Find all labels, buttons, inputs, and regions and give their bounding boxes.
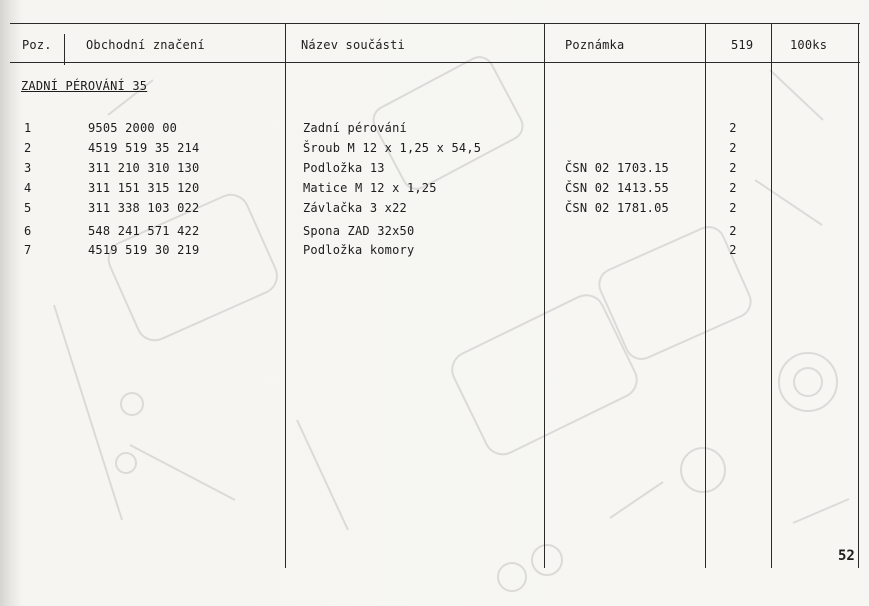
row-note: ČSN 02 1781.05 (565, 201, 669, 215)
row-quantity: 2 (729, 121, 737, 135)
row-code: 4519 519 35 214 (88, 141, 200, 155)
row-position: 5 (24, 201, 32, 215)
row-part-name: Závlačka 3 x22 (303, 201, 407, 215)
table-row (0, 243, 869, 263)
header-position: Poz. (22, 38, 52, 52)
table-row (0, 161, 869, 181)
name-column-divider (544, 24, 545, 568)
position-column-divider (64, 34, 65, 65)
row-quantity: 2 (729, 243, 737, 257)
page-number: 52 (838, 548, 855, 564)
row-code: 9505 2000 00 (88, 121, 178, 135)
header-commercial-designation: Obchodní značení (86, 38, 205, 52)
row-position: 7 (24, 243, 32, 257)
table-row (0, 181, 869, 201)
row-position: 1 (24, 121, 32, 135)
note-column-divider (705, 24, 706, 568)
table-row (0, 141, 869, 161)
section-title: ZADNÍ PÉROVÁNÍ 35 (21, 79, 148, 93)
row-quantity: 2 (729, 181, 737, 195)
table-top-border (10, 23, 860, 24)
row-position: 6 (24, 224, 32, 238)
table-row (0, 121, 869, 141)
row-code: 548 241 571 422 (88, 224, 200, 238)
table-row (0, 224, 869, 244)
row-note: ČSN 02 1703.15 (565, 161, 669, 175)
row-quantity: 2 (729, 201, 737, 215)
row-part-name: Podložka komory (303, 243, 415, 257)
row-code: 4519 519 30 219 (88, 243, 200, 257)
table-row (0, 201, 869, 221)
header-model: 519 (731, 38, 754, 52)
row-quantity: 2 (729, 224, 737, 238)
row-part-name: Podložka 13 (303, 161, 385, 175)
code-column-divider (285, 24, 286, 568)
row-code: 311 210 310 130 (88, 161, 200, 175)
row-part-name: Zadní pérování (303, 121, 407, 135)
header-part-name: Název součásti (301, 38, 405, 52)
row-note: ČSN 02 1413.55 (565, 181, 669, 195)
row-part-name: Šroub M 12 x 1,25 x 54,5 (303, 141, 482, 155)
row-code: 311 151 315 120 (88, 181, 200, 195)
header-separator (10, 62, 860, 63)
header-note: Poznámka (565, 38, 625, 52)
row-quantity: 2 (729, 161, 737, 175)
right-table-border (858, 24, 859, 568)
model-column-divider (771, 24, 772, 568)
row-quantity: 2 (729, 141, 737, 155)
row-part-name: Matice M 12 x 1,25 (303, 181, 437, 195)
header-per-100: 100ks (790, 38, 828, 52)
row-position: 2 (24, 141, 32, 155)
row-part-name: Spona ZAD 32x50 (303, 224, 415, 238)
row-code: 311 338 103 022 (88, 201, 200, 215)
row-position: 4 (24, 181, 32, 195)
row-position: 3 (24, 161, 32, 175)
